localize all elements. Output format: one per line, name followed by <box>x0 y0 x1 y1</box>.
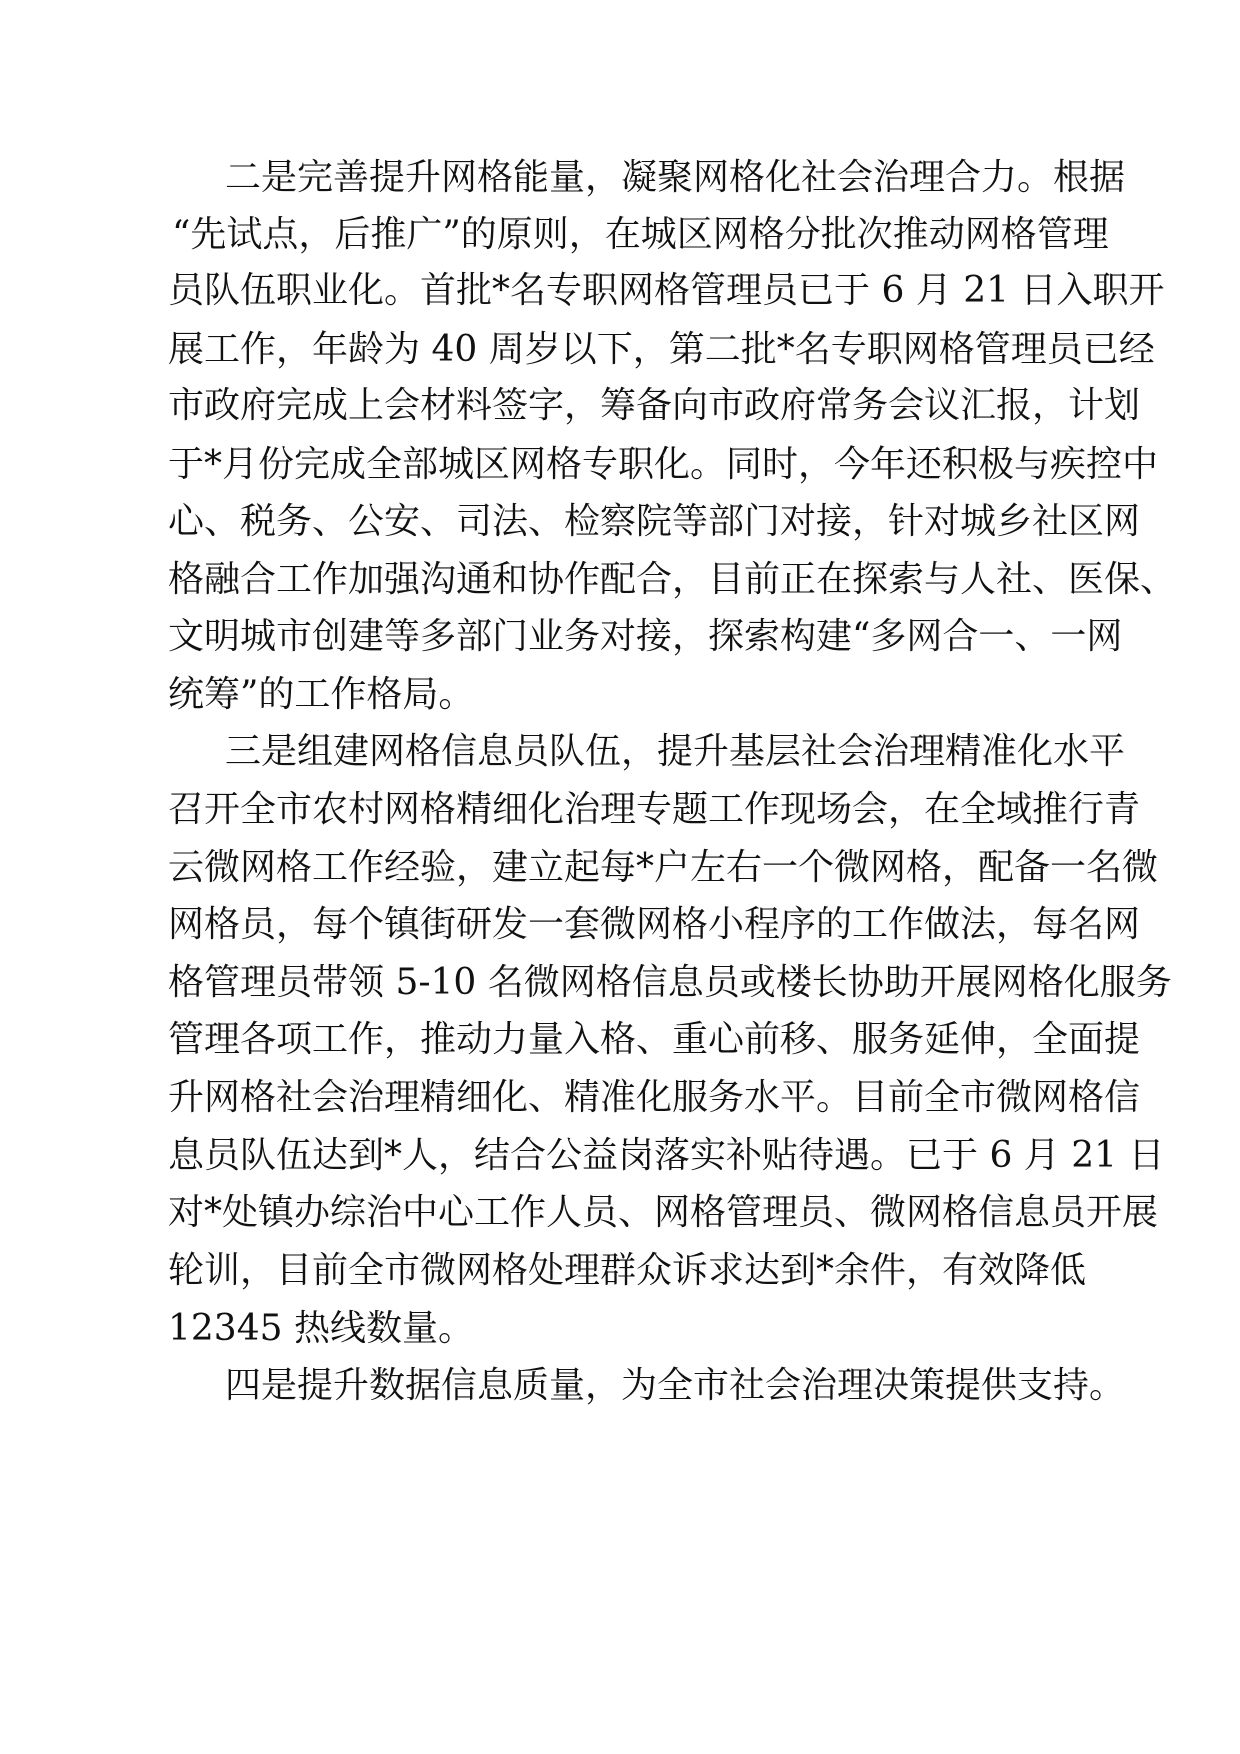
text-line: 升网格社会治理精细化、精准化服务水平。目前全市微网格信 <box>168 1077 1141 1118</box>
text-line: 员队伍职业化。首批*名专职网格管理员已于 6 月 21 日入职开 <box>168 270 1165 311</box>
text-line: 云微网格工作经验，建立起每*户左右一个微网格，配备一名微 <box>168 847 1159 888</box>
text-line: 三是组建网格信息员队伍，提升基层社会治理精准化水平 <box>225 731 1126 772</box>
text-line: “先试点，后推广”的原则，在城区网格分批次推动网格管理 <box>172 214 1109 255</box>
text-line: 管理各项工作，推动力量入格、重心前移、服务延伸，全面提 <box>168 1019 1141 1060</box>
text-line: 文明城市创建等多部门业务对接，探索构建“多网合一、一网 <box>168 616 1123 657</box>
text-line: 统筹”的工作格局。 <box>168 674 475 715</box>
text-line: 二是完善提升网格能量，凝聚网格化社会治理合力。根据 <box>225 157 1126 198</box>
text-line: 四是提升数据信息质量，为全市社会治理决策提供支持。 <box>225 1365 1126 1406</box>
text-line: 网格员，每个镇街研发一套微网格小程序的工作做法，每名网 <box>168 904 1141 945</box>
text-line: 12345 热线数量。 <box>168 1308 474 1349</box>
text-line: 对*处镇办综治中心工作人员、网格管理员、微网格信息员开展 <box>168 1192 1159 1233</box>
text-line: 于*月份完成全部城区网格专职化。同时，今年还积极与疾控中 <box>168 444 1159 485</box>
text-line: 心、税务、公安、司法、检察院等部门对接，针对城乡社区网 <box>168 501 1141 542</box>
text-line: 格管理员带领 5-10 名微网格信息员或楼长协助开展网格化服务 <box>168 962 1172 1003</box>
text-line: 格融合工作加强沟通和协作配合，目前正在探索与人社、医保、 <box>168 559 1177 600</box>
text-line: 息员队伍达到*人，结合公益岗落实补贴待遇。已于 6 月 21 日 <box>168 1135 1165 1176</box>
text-line: 展工作，年龄为 40 周岁以下，第二批*名专职网格管理员已经 <box>168 329 1155 370</box>
text-line: 召开全市农村网格精细化治理专题工作现场会，在全域推行青 <box>168 789 1141 830</box>
text-line: 轮训，目前全市微网格处理群众诉求达到*余件，有效降低 <box>168 1250 1087 1291</box>
text-line: 市政府完成上会材料签字，筹备向市政府常务会议汇报，计划 <box>168 385 1141 426</box>
